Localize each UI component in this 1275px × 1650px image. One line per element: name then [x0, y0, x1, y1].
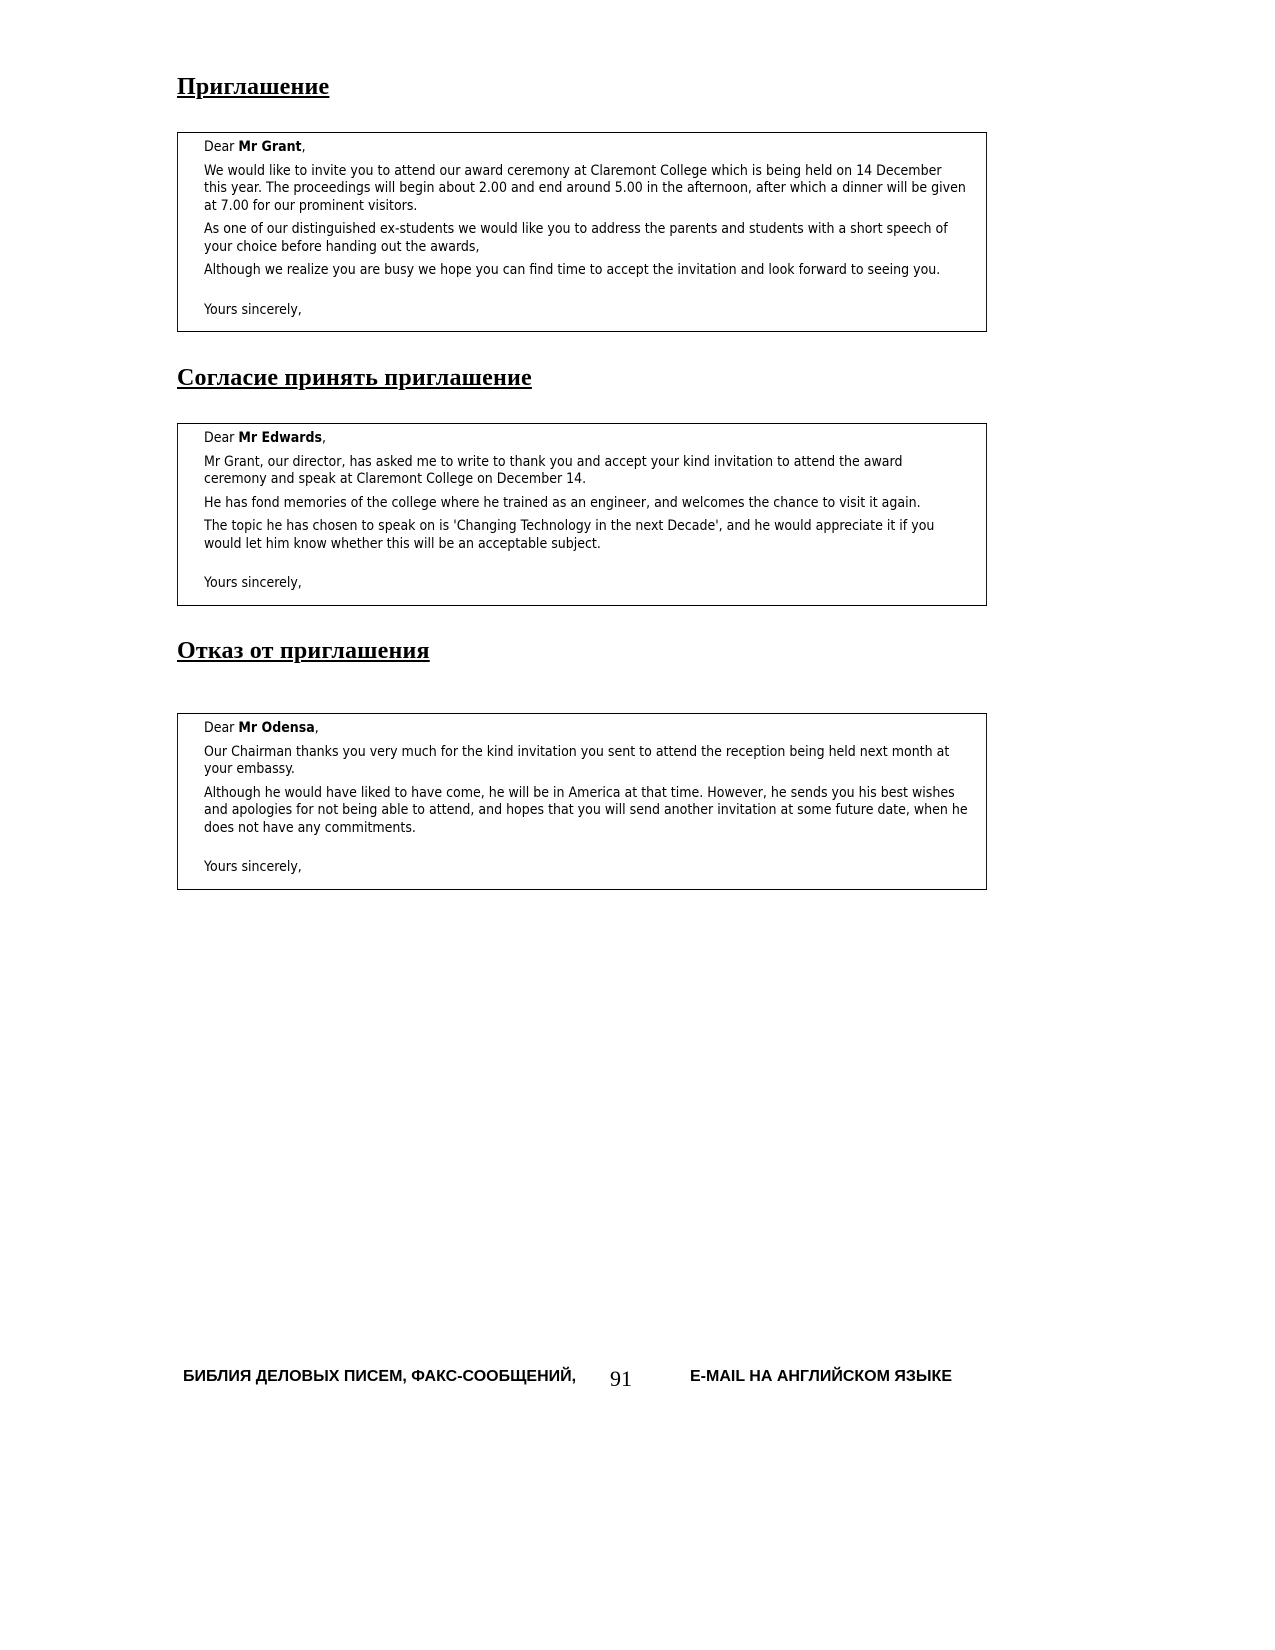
salutation: [204, 139, 968, 157]
letter-paragraph: We would like to invite you to attend our award ceremony at Claremont College which is being held on 14 December this year. The proceedings will begin about 2.00 and end around 5.00 in the afternoon, after which a dinner will be given at 7.00 for our prominent visitors.: [204, 162, 966, 214]
letter-box-acceptance: [177, 423, 987, 606]
salutation: [204, 430, 968, 448]
letter-paragraph: Although he would have liked to have come, he will be in America at that time. However, he sends you his best wishes and apologies for not being able to attend, and hopes that you will send another invitation at some future date, when he does not have any commitments.: [204, 784, 968, 836]
letter-paragraph: He has fond memories of the college where he trained as an engineer, and welcomes the chance to visit it again.: [204, 494, 921, 511]
salutation-comma: ,: [301, 139, 306, 155]
salutation-comma: ,: [322, 430, 327, 446]
section-heading-refusal: Отказ от приглашения: [177, 638, 430, 664]
footer-title-right: E-MAIL НА АНГЛИЙСКОМ ЯЗЫКЕ: [690, 1368, 952, 1385]
recipient-name: Mr Edwards: [238, 430, 323, 446]
section-heading-invitation: Приглашение: [177, 74, 330, 100]
salutation-dear: Dear: [204, 430, 235, 446]
recipient-name: Mr Grant: [238, 139, 302, 155]
letter-paragraph: Our Chairman thanks you very much for the kind invitation you sent to attend the reception being held next month at your embassy.: [204, 743, 950, 777]
letter-box-invitation: [177, 132, 987, 332]
page-number: 91: [610, 1366, 632, 1391]
letter-closing: Yours sincerely,: [204, 301, 302, 318]
section-heading-acceptance: Согласие принять приглашение: [177, 365, 532, 391]
salutation-comma: ,: [314, 720, 319, 736]
letter-paragraph: The topic he has chosen to speak on is 'Changing Technology in the next Decade', and he would appreciate it if you would let him know whether this will be an acceptable subject.: [204, 518, 935, 552]
recipient-name: Mr Odensa: [238, 720, 315, 736]
letter-closing: Yours sincerely,: [204, 859, 302, 875]
letter-paragraph: Mr Grant, our director, has asked me to write to thank you and accept your kind invitation to attend the award ceremony and speak at Claremont College on December 14.: [204, 453, 903, 487]
footer-title-left: БИБЛИЯ ДЕЛОВЫХ ПИСЕМ, ФАКС-СООБЩЕНИЙ,: [183, 1368, 577, 1385]
salutation: [204, 720, 968, 738]
letter-box-refusal: [177, 713, 987, 890]
salutation-dear: Dear: [204, 139, 235, 155]
salutation-dear: Dear: [204, 720, 235, 736]
letter-paragraph: Although we realize you are busy we hope you can find time to accept the invitation and look forward to seeing you.: [204, 262, 941, 278]
letter-paragraph: As one of our distinguished ex-students we would like you to address the parents and students with a short speech of your choice before handing out the awards,: [204, 221, 948, 255]
letter-closing: Yours sincerely,: [204, 575, 302, 591]
